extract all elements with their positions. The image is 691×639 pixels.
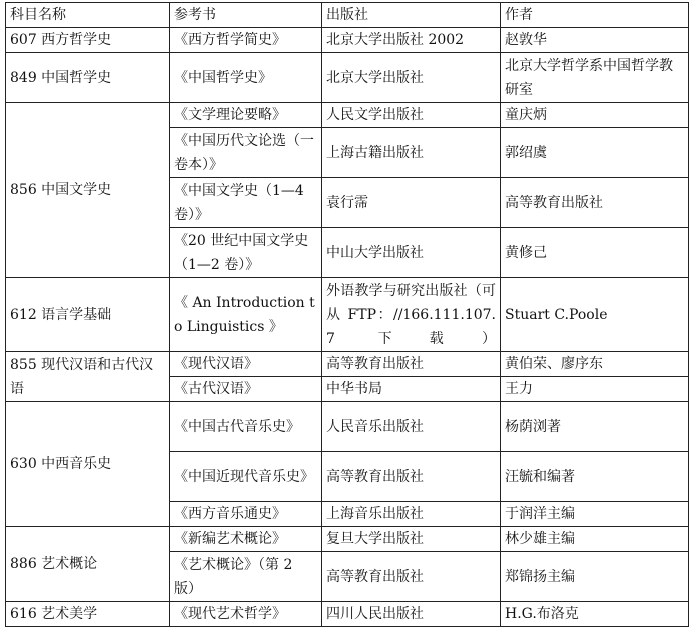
reference-book-document [5, 2, 688, 627]
author-cell: 杨荫浏著 [501, 402, 689, 452]
book-cell: 《西方哲学简史》 [170, 28, 322, 53]
book-cell: 《中国文学史（1—4 卷）》 [170, 178, 322, 228]
author-cell: 黄修己 [501, 228, 689, 278]
table-row [6, 28, 689, 53]
header-publisher: 出版社 [322, 3, 501, 28]
book-cell: 《古代汉语》 [170, 377, 322, 402]
book-cell: 《新编艺术概论》 [170, 527, 322, 552]
publisher-cell: 人民音乐出版社 [322, 402, 501, 452]
header-book: 参考书 [170, 3, 322, 28]
author-cell: 汪毓和编著 [501, 452, 689, 502]
author-cell: 赵敦华 [501, 28, 689, 53]
publisher-cell: 北京大学出版社 2002 [322, 28, 501, 53]
publisher-cell: 高等教育出版社 [322, 352, 501, 377]
subject-cell: 855 现代汉语和古代汉语 [6, 352, 170, 402]
book-cell: 《现代汉语》 [170, 352, 322, 377]
table-row [6, 53, 689, 103]
publisher-cell: 北京大学出版社 [322, 53, 501, 103]
book-cell: 《中国古代音乐史》 [170, 402, 322, 452]
author-cell: 高等教育出版社 [501, 178, 689, 228]
publisher-cell: 人民文学出版社 [322, 103, 501, 128]
subject-cell: 607 西方哲学史 [6, 28, 170, 53]
subject-cell: 612 语言学基础 [6, 278, 170, 352]
author-cell: 王力 [501, 377, 689, 402]
book-cell: 《中国历代文论选（一卷本）》 [170, 128, 322, 178]
header-author: 作者 [501, 3, 689, 28]
author-cell: 郑锦扬主编 [501, 552, 689, 602]
table-row [6, 352, 689, 377]
publisher-cell: 袁行霈 [322, 178, 501, 228]
reference-book-table [5, 2, 689, 627]
publisher-cell: 高等教育出版社 [322, 552, 501, 602]
publisher-cell: 中华书局 [322, 377, 501, 402]
table-row [6, 103, 689, 128]
book-cell: 《中国近现代音乐史》 [170, 452, 322, 502]
subject-cell: 886 艺术概论 [6, 527, 170, 602]
book-cell: 《 An Introduction to Linguistics 》 [170, 278, 322, 352]
publisher-cell: 上海音乐出版社 [322, 502, 501, 527]
book-cell: 《20 世纪中国文学史（1—2 卷）》 [170, 228, 322, 278]
author-cell: 郭绍虞 [501, 128, 689, 178]
author-cell: 黄伯荣、廖序东 [501, 352, 689, 377]
book-cell: 《艺术概论》（第 2 版） [170, 552, 322, 602]
header-subject: 科目名称 [6, 3, 170, 28]
table-row [6, 527, 689, 552]
table-row [6, 602, 689, 627]
author-cell: Stuart C.Poole [501, 278, 689, 352]
author-cell: 于润洋主编 [501, 502, 689, 527]
table-row [6, 402, 689, 452]
book-cell: 《现代艺术哲学》 [170, 602, 322, 627]
author-cell: 林少雄主编 [501, 527, 689, 552]
subject-cell: 630 中西音乐史 [6, 402, 170, 527]
publisher-cell: 外语教学与研究出版社（可从 FTP：//166.111.107.7 下载） [322, 278, 501, 352]
book-cell: 《西方音乐通史》 [170, 502, 322, 527]
author-cell: H.G.布洛克 [501, 602, 689, 627]
author-cell: 北京大学哲学系中国哲学教研室 [501, 53, 689, 103]
publisher-cell: 中山大学出版社 [322, 228, 501, 278]
subject-cell: 616 艺术美学 [6, 602, 170, 627]
header-row [6, 3, 689, 28]
table-row [6, 278, 689, 352]
publisher-cell: 复旦大学出版社 [322, 527, 501, 552]
author-cell: 童庆炳 [501, 103, 689, 128]
publisher-cell: 上海古籍出版社 [322, 128, 501, 178]
book-cell: 《中国哲学史》 [170, 53, 322, 103]
publisher-cell: 四川人民出版社 [322, 602, 501, 627]
subject-cell: 849 中国哲学史 [6, 53, 170, 103]
book-cell: 《文学理论要略》 [170, 103, 322, 128]
publisher-cell: 高等教育出版社 [322, 452, 501, 502]
subject-cell: 856 中国文学史 [6, 103, 170, 278]
